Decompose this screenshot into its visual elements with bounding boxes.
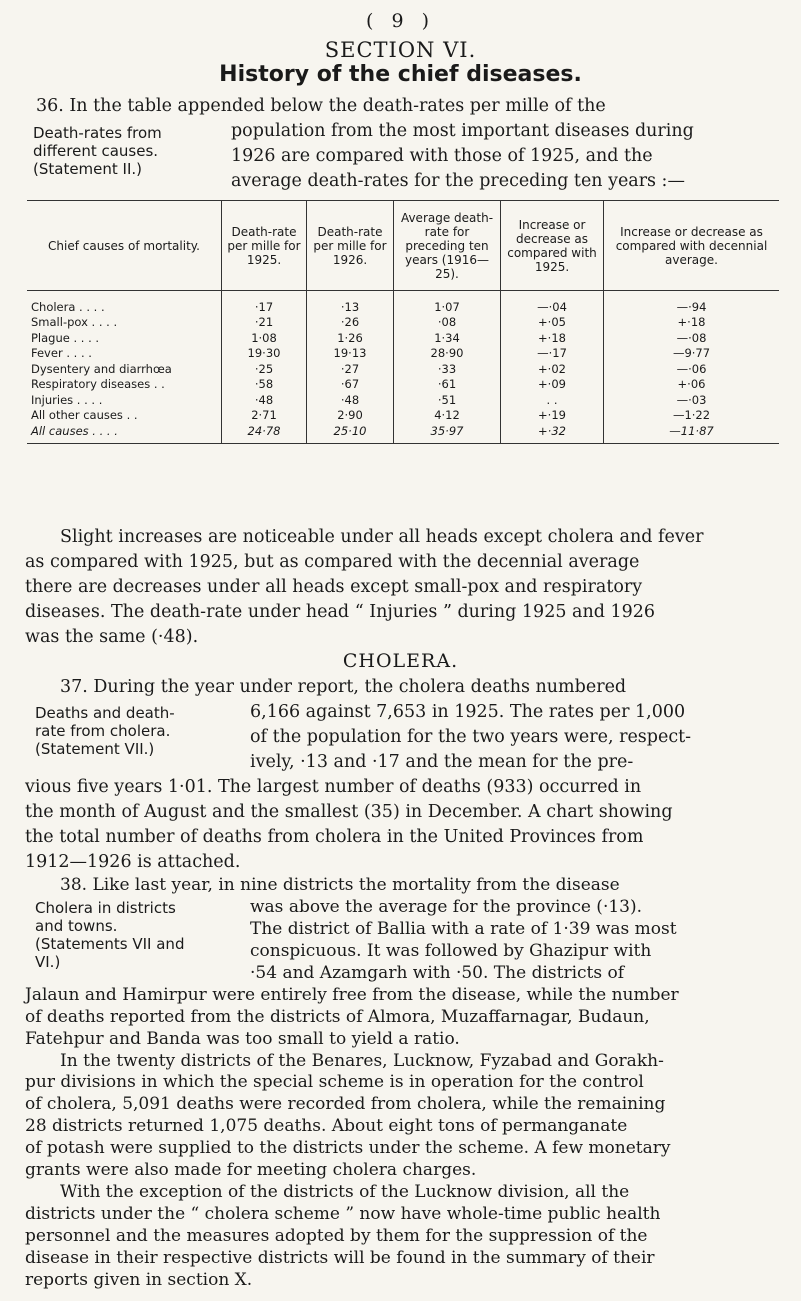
cell: ·61 (394, 377, 501, 393)
para36-line-1: 36. In the table appended below the death-rates per mille of the (36, 96, 606, 116)
col-header-vs1925: Increase or decrease as compared with 1925. (501, 201, 604, 291)
section-heading: SECTION VI. (324, 38, 477, 62)
cell: 4·12 (394, 408, 501, 424)
sidenote-line: Deaths and death- (35, 704, 175, 722)
table-row-total (27, 423, 779, 443)
cell: 1·08 (222, 330, 307, 346)
para38-line-19: reports given in section X. (25, 1270, 253, 1290)
cell: —9·77 (604, 346, 780, 362)
para38-line-14: grants were also made for meeting cholera charges. (25, 1160, 477, 1180)
cell: ·26 (307, 315, 394, 331)
cell: Cholera . . . . (31, 299, 105, 314)
sidenote-line: Cholera in districts (35, 898, 176, 917)
para36-line-2: population from the most important diseases during (231, 121, 694, 141)
para38-line-8: Fatehpur and Banda was too small to yield a ratio. (25, 1029, 460, 1049)
para38-line-3: The district of Ballia with a rate of 1·39 was most (250, 919, 677, 939)
cell: ·17 (222, 291, 307, 315)
cell: ·27 (307, 361, 394, 377)
cell: +·06 (604, 377, 780, 393)
sidenote-line: (Statements VII and (35, 934, 185, 953)
sidenote-line: rate from cholera. (35, 722, 171, 740)
cell: —·08 (604, 330, 780, 346)
cell: All causes . . . . (27, 423, 222, 443)
cell: All other causes . . (31, 408, 138, 423)
para36-sidenote (33, 124, 223, 178)
para37-line-6: the month of August and the smallest (35) in December. A chart showing (25, 802, 673, 822)
cell: Fever . . . . (31, 346, 92, 361)
cell: ·08 (394, 315, 501, 331)
para38-line-9: In the twenty districts of the Benares, Lucknow, Fyzabad and Gorakh- (60, 1051, 664, 1071)
sidenote-line: VI.) (35, 952, 61, 971)
para38-line-17: personnel and the measures adopted by them for the suppression of the (25, 1226, 648, 1246)
page-number: ( 9 ) (366, 10, 435, 32)
mortality-table (27, 200, 779, 444)
cell: 2·71 (222, 408, 307, 424)
para37-line-8: 1912—1926 is attached. (25, 852, 241, 872)
sidenote-line: Death-rates from (33, 124, 162, 142)
table-row (27, 408, 779, 424)
section-title: History of the chief diseases. (219, 62, 582, 87)
table-row (27, 315, 779, 331)
cell: ·58 (222, 377, 307, 393)
para38-line-7: of deaths reported from the districts of Almora, Muzaffarnagar, Budaun, (25, 1007, 650, 1027)
para38-line-11: of cholera, 5,091 deaths were recorded from cholera, while the remaining (25, 1094, 666, 1114)
col-header-vsavg: Increase or decrease as compared with decennial average. (604, 201, 780, 291)
cell: Dysentery and diarrhœa (31, 361, 172, 376)
cell: ·25 (222, 361, 307, 377)
cell: +·19 (501, 408, 604, 424)
para38-line-13: of potash were supplied to the districts under the scheme. A few monetary (25, 1138, 671, 1158)
sidenote-line: and towns. (35, 916, 118, 935)
para38-line-10: pur divisions in which the special scheme is in operation for the control (25, 1072, 644, 1092)
cell: 1·07 (394, 291, 501, 315)
para38-line-5: ·54 and Azamgarh with ·50. The districts of (250, 963, 625, 983)
table-row (27, 346, 779, 362)
para37-line-5: vious five years 1·01. The largest number of deaths (933) occurred in (25, 777, 642, 797)
cell: —·03 (604, 392, 780, 408)
cell: —·94 (604, 291, 780, 315)
cell: —11·87 (604, 423, 780, 443)
cell: Respiratory diseases . . (31, 377, 165, 392)
cell: 19·30 (222, 346, 307, 362)
cell: ·13 (307, 291, 394, 315)
sidenote-line: (Statement II.) (33, 160, 143, 178)
cell: 2·90 (307, 408, 394, 424)
cell: —·06 (604, 361, 780, 377)
para37-line-2: 6,166 against 7,653 in 1925. The rates per 1,000 (250, 702, 686, 722)
para38-line-16: districts under the “ cholera scheme ” now have whole-time public health (25, 1204, 661, 1224)
table-row (27, 392, 779, 408)
para-slight-line-4: diseases. The death-rate under head “ Injuries ” during 1925 and 1926 (25, 602, 656, 622)
table-row (27, 361, 779, 377)
cell: . . (501, 392, 604, 408)
cell: 35·97 (394, 423, 501, 443)
para38-line-12: 28 districts returned 1,075 deaths. About eight tons of permanganate (25, 1116, 628, 1136)
cell: 24·78 (222, 423, 307, 443)
col-header-average: Average death-rate for preceding ten years (1916—25). (394, 201, 501, 291)
cell: +·05 (501, 315, 604, 331)
para38-line-6: Jalaun and Hamirpur were entirely free from the disease, while the number (25, 985, 679, 1005)
sidenote-line: (Statement VII.) (35, 740, 155, 758)
para-slight-line-3: there are decreases under all heads except small-pox and respiratory (25, 577, 643, 597)
cell: ·67 (307, 377, 394, 393)
para37-line-4: ively, ·13 and ·17 and the mean for the pre- (250, 752, 634, 772)
para37-line-1: 37. During the year under report, the cholera deaths numbered (60, 677, 627, 697)
cell: ·48 (222, 392, 307, 408)
para-slight-line-1: Slight increases are noticeable under all heads except cholera and fever (60, 527, 704, 547)
cell: ·33 (394, 361, 501, 377)
table-row (27, 377, 779, 393)
para37-sidenote (35, 704, 245, 758)
cell: Plague . . . . (31, 330, 100, 345)
cell: Injuries . . . . (31, 392, 103, 407)
cell: +·18 (604, 315, 780, 331)
cell: 1·34 (394, 330, 501, 346)
cell: +·02 (501, 361, 604, 377)
para37-line-7: the total number of deaths from cholera in the United Provinces from (25, 827, 644, 847)
table-row (27, 291, 779, 315)
cell: —1·22 (604, 408, 780, 424)
col-header-1925: Death-rate per mille for 1925. (222, 201, 307, 291)
para38-line-1: 38. Like last year, in nine districts the mortality from the disease (60, 875, 620, 895)
col-header-1926: Death-rate per mille for 1926. (307, 201, 394, 291)
cell: ·48 (307, 392, 394, 408)
cell: —·17 (501, 346, 604, 362)
para36-line-3: 1926 are compared with those of 1925, and the (231, 146, 653, 166)
cell: ·21 (222, 315, 307, 331)
para38-sidenote (35, 899, 245, 971)
cell: 1·26 (307, 330, 394, 346)
para38-line-2: was above the average for the province (·13). (250, 897, 643, 917)
para-slight-line-2: as compared with 1925, but as compared with the decennial average (25, 552, 640, 572)
para36-line-4: average death-rates for the preceding ten years :— (231, 171, 685, 191)
para-slight-line-5: was the same (·48). (25, 627, 199, 647)
cell: Small-pox . . . . (31, 315, 118, 330)
table-row (27, 330, 779, 346)
cell: ·51 (394, 392, 501, 408)
cell: —·04 (501, 291, 604, 315)
sidenote-line: different causes. (33, 142, 159, 160)
para38-line-18: disease in their respective districts will be found in the summary of their (25, 1248, 655, 1268)
para38-line-4: conspicuous. It was followed by Ghazipur with (250, 941, 652, 961)
para38-line-15: With the exception of the districts of the Lucknow division, all the (60, 1182, 630, 1202)
cell: +·18 (501, 330, 604, 346)
cell: +·09 (501, 377, 604, 393)
cholera-heading: CHOLERA. (342, 650, 459, 672)
cell: +·32 (501, 423, 604, 443)
cell: 28·90 (394, 346, 501, 362)
para37-line-3: of the population for the two years were, respect- (250, 727, 692, 747)
col-header-cause: Chief causes of mortality. (27, 201, 222, 291)
cell: 19·13 (307, 346, 394, 362)
cell: 25·10 (307, 423, 394, 443)
